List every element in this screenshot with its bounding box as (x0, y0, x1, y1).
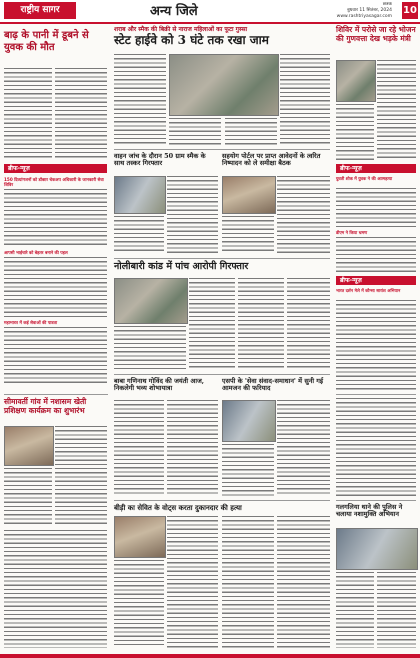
article-text (55, 68, 107, 160)
article-text (222, 516, 274, 648)
headline-highway-jam: स्टेट हाईवे को 3 घंटे तक रखा जाम (114, 33, 269, 47)
headline-sp-grievance: एसपी के 'सेवा संवाद-समाधान' में सुनी गई आमजन की फरियाद (222, 377, 324, 393)
brief-headline: भारत दर्शन मेले में कौन्सा सारांश अभियान (336, 288, 401, 293)
divider (114, 258, 330, 259)
article-text (277, 516, 330, 648)
article-text (114, 560, 164, 648)
article-text (169, 118, 221, 146)
article-text (114, 54, 166, 146)
brand-logo: राष्ट्रीय सागर (4, 2, 76, 19)
article-text (336, 572, 374, 648)
news-photo-accused (114, 278, 188, 324)
article-text (377, 572, 416, 648)
article-text (277, 400, 330, 496)
article-text (280, 54, 330, 146)
kicker-liquor-protest: शराब और स्मैक की बिक्री से नाराज महिलाओं का फूटा गुस्सा (114, 26, 248, 33)
brief-news-bar: ब्रीफ-न्यूज़ (336, 164, 416, 173)
news-photo (114, 176, 166, 214)
article-text (189, 278, 235, 370)
divider (114, 374, 330, 375)
article-text (4, 257, 107, 317)
dateline-city: छत्रक (382, 2, 392, 7)
dateline (318, 2, 392, 20)
news-photo (222, 176, 276, 214)
news-photo (114, 516, 166, 558)
headline-ganinath-jayanti: बाबा गणिनाथ गोविंद की जयंती आज, निकलेगी भव्य शोभायात्रा (114, 377, 205, 393)
dateline-date: बुधवार 11 सितंबर, 2024 (347, 8, 392, 13)
article-text (222, 216, 274, 254)
divider (336, 500, 416, 501)
brief-headline: युवती शोक में युवक ने की आत्महत्या (336, 176, 393, 181)
article-text (336, 237, 416, 273)
divider (114, 149, 330, 150)
news-photo-police (336, 528, 418, 570)
article-text (4, 530, 107, 648)
article-text (114, 400, 164, 496)
article-text (167, 176, 218, 254)
section-title: अन्य जिले (150, 4, 198, 19)
brief-headline: 150 दिव्यांगजनों को डॉक्टर चेकअप अधिकारी के जानकारी सेवा शिविर (4, 177, 104, 187)
article-text (114, 326, 186, 370)
article-text (4, 468, 52, 526)
news-photo (4, 426, 54, 466)
news-photo-protest (169, 54, 279, 116)
headline-shopkeeper-murder: बीड़ी का सेवित के वोट्स करता दुकानदार की हत्या (114, 503, 242, 512)
article-text (336, 104, 374, 160)
article-text (238, 278, 284, 370)
divider (4, 394, 108, 395)
headline-flood-death: बाढ़ के पानी में डूबने से युवक की मौत (4, 30, 89, 53)
article-text (336, 398, 416, 498)
article-text (4, 327, 107, 385)
headline-galgalia-police: गलगलिया थाने की पुलिस ने चलाया नशामुक्ति अभियान (336, 503, 403, 519)
footer-rule (0, 654, 420, 658)
article-text (277, 176, 330, 254)
brief-headline: डीएम ने किया भ्रमण (336, 230, 368, 235)
article-text (167, 400, 218, 496)
headline-minister-camp-food: शिविर में परोसे जा रहे भोजन की गुणवत्ता देख भड़के मंत्री (336, 25, 416, 43)
divider (336, 394, 416, 395)
article-text (222, 444, 274, 496)
headline-review-meeting: सहयोग पोर्टल पर प्राप्त आवेदनों के त्वरित निष्पादन को ले समीक्षा बैठक (222, 152, 321, 168)
article-text (167, 516, 218, 648)
article-text (287, 278, 330, 370)
article-text (114, 216, 164, 254)
brief-headline: आपसी भाईचारे को बेहतर बनाने की पहल (4, 250, 68, 255)
news-photo-minister (336, 60, 376, 102)
article-text (377, 60, 416, 160)
website-link[interactable]: www.rashtriyasagar.com (336, 14, 392, 19)
article-text (55, 426, 107, 526)
article-text (225, 118, 277, 146)
masthead (0, 0, 420, 24)
article-text (4, 189, 107, 247)
headline-border-village-training: सीमावर्ती गांव में नशासम खेती प्रशिक्षण कार्यक्रम का शुभारंभ (4, 397, 87, 415)
headline-five-arrested: नोलीबारी कांड में पांच आरोपी गिरफ्तार (114, 261, 249, 272)
article-text (336, 300, 416, 390)
article-text (4, 68, 52, 160)
page-number: 10 (402, 2, 418, 19)
news-photo (222, 400, 276, 442)
brief-news-bar: ब्रीफ-न्यूज़ (336, 276, 416, 285)
divider (114, 500, 330, 501)
headline-smack-arrest: वाहन जांच के दौरान 50 ग्राम स्मैक के साथ तस्कर गिरफ्तार (114, 152, 206, 168)
brief-headline: महाभारत में कई सेवाओं की पात्रता (4, 320, 58, 325)
brief-news-bar: ब्रीफ-न्यूज़ (4, 164, 107, 173)
article-text (336, 188, 416, 228)
